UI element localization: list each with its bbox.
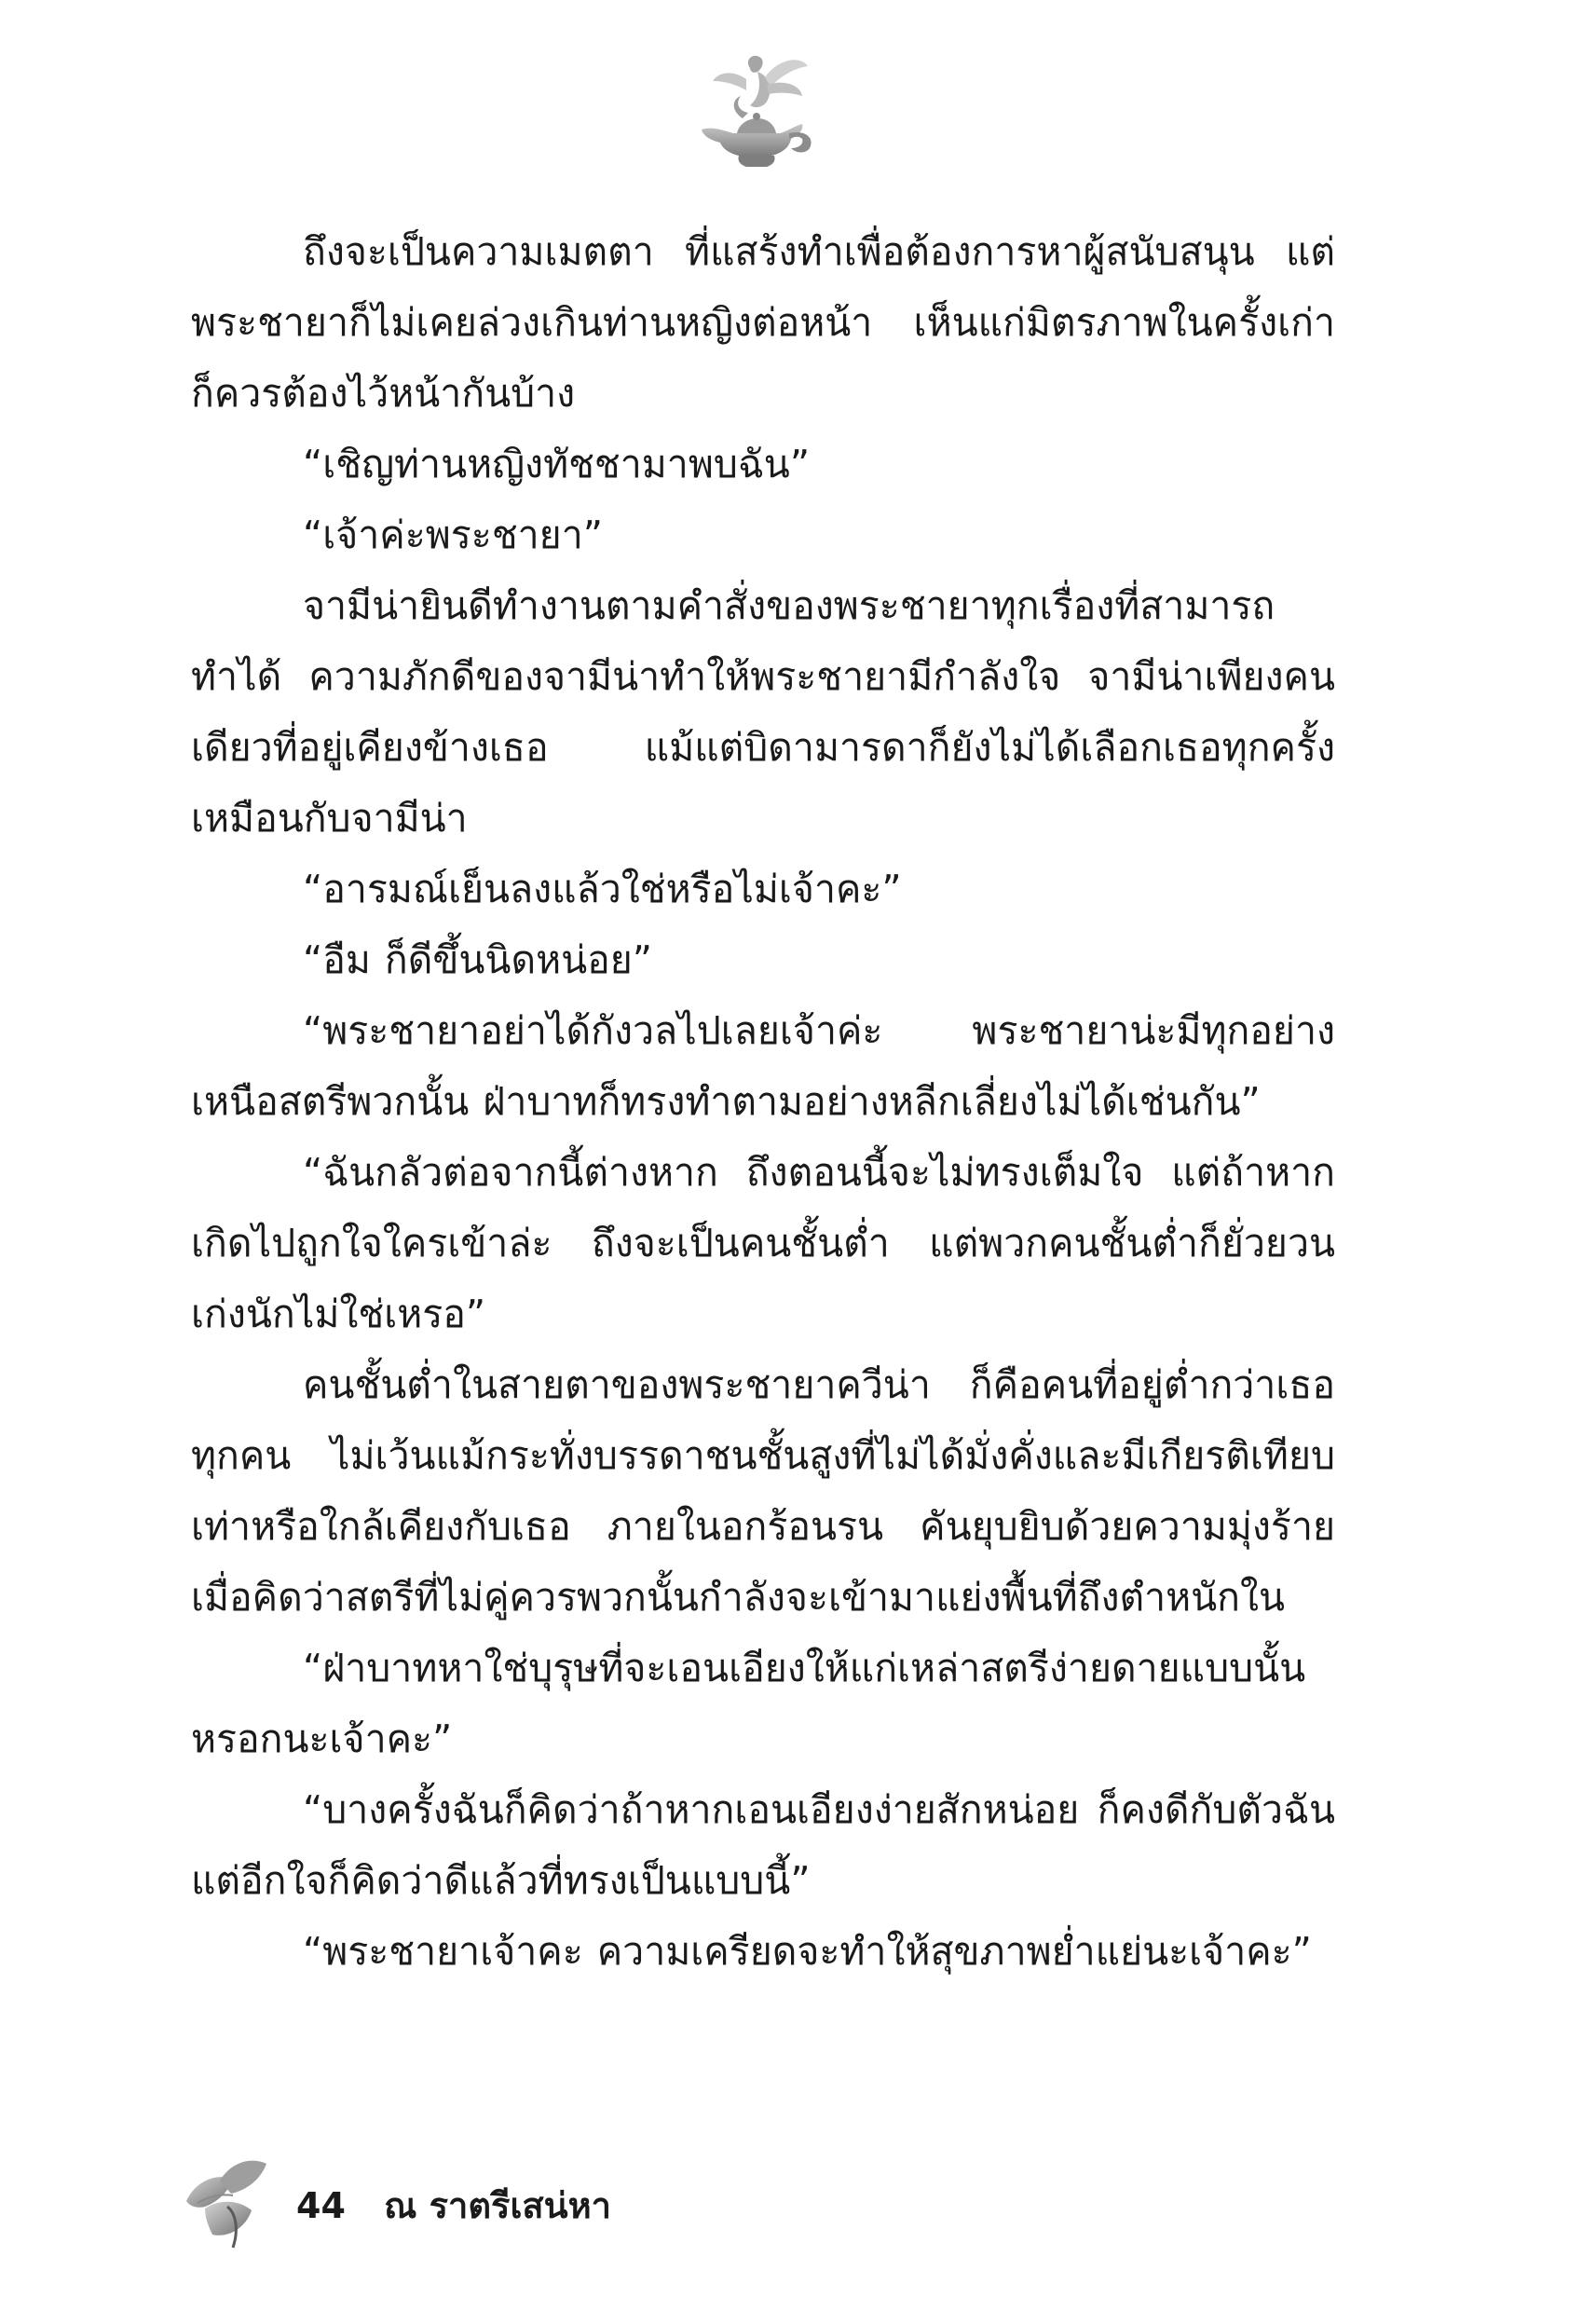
dialogue-line: “พระชายาอย่าได้กังวลไปเลยเจ้าค่ะ พระชายาน่ะมีทุกอย่างเหนือสตรีพวกนั้น ฝ่าบาทก็ทรงทำตามอย่างหลีกเลี่ยงไม่ได้เช่นกัน”	[191, 1008, 1335, 1124]
paragraph: คนชั้นต่ำในสายตาของพระชายาควีน่า ก็คือคนที่อยู่ต่ำกว่าเธอทุกคน ไม่เว้นแม้กระทั่งบรรดาชนชั้นสูงที่ไม่ได้มั่งคั่งและมีเกียรติเทียบเท่าหรือใกล้เคียงกับเธอ ภายในอกร้อนรน คันยุบยิบด้วยความมุ่งร้าย เมื่อคิดว่าสตรีที่ไม่คู่ควรพวกนั้นกำลังจะเข้ามาแย่งพื้นที่ถึงตำหนักใน	[191, 1362, 1335, 1620]
page-number: 44	[296, 2185, 346, 2226]
leaf-icon	[177, 2153, 280, 2255]
dialogue-line: “พระชายาเจ้าคะ ความเครียดจะทำให้สุขภาพย่ำแย่นะเจ้าคะ”	[303, 1929, 1312, 1974]
paragraph: ถึงจะเป็นความเมตตา ที่แสร้งทำเพื่อต้องการหาผู้สนับสนุน แต่พระชายาก็ไม่เคยล่วงเกินท่านหญิงต่อหน้า เห็นแก่มิตรภาพในครั้งเก่า ก็ควรต้องไว้หน้ากันบ้าง	[191, 229, 1335, 416]
page-footer	[177, 2153, 829, 2255]
chapter-body	[191, 216, 1335, 1987]
dialogue-line: “อืม ก็ดีขึ้นนิดหน่อย”	[303, 937, 653, 982]
book-title: ณ ราตรีเสน่หา	[384, 2185, 611, 2226]
dialogue-line: “ฉันกลัวต่อจากนี้ต่างหาก ถึงตอนนี้จะไม่ทรงเต็มใจ แต่ถ้าหากเกิดไปถูกใจใครเข้าล่ะ ถึงจะเป็นคนชั้นต่ำ แต่พวกคนชั้นต่ำก็ยั่วยวนเก่งนักไม่ใช่เหรอ”	[191, 1150, 1335, 1336]
dialogue-line: “บางครั้งฉันก็คิดว่าถ้าหากเอนเอียงง่ายสักหน่อย ก็คงดีกับตัวฉัน แต่อีกใจก็คิดว่าดีแล้วที่ทรงเป็นแบบนี้”	[191, 1787, 1335, 1903]
dialogue-line: “อารมณ์เย็นลงแล้วใช่หรือไม่เจ้าคะ”	[303, 867, 902, 911]
footer-text	[296, 2177, 611, 2234]
magic-lamp-with-fairy-icon	[685, 51, 825, 172]
dialogue-line: “ฝ่าบาทหาใช่บุรุษที่จะเอนเอียงให้แก่เหล่าสตรีง่ายดายแบบนั้นหรอกนะเจ้าคะ”	[191, 1646, 1306, 1761]
dialogue-line: “เชิญท่านหญิงทัชชามาพบฉัน”	[303, 442, 811, 486]
paragraph: จามีน่ายินดีทำงานตามคำสั่งของพระชายาทุกเรื่องที่สามารถทำได้ ความภักดีของจามีน่าทำให้พระชายามีกำลังใจ จามีน่าเพียงคนเดียวที่อยู่เคียงข้างเธอ แม้แต่บิดามารดาก็ยังไม่ได้เลือกเธอทุกครั้งเหมือนกับจามีน่า	[191, 583, 1335, 841]
dialogue-line: “เจ้าค่ะพระชายา”	[303, 513, 603, 557]
